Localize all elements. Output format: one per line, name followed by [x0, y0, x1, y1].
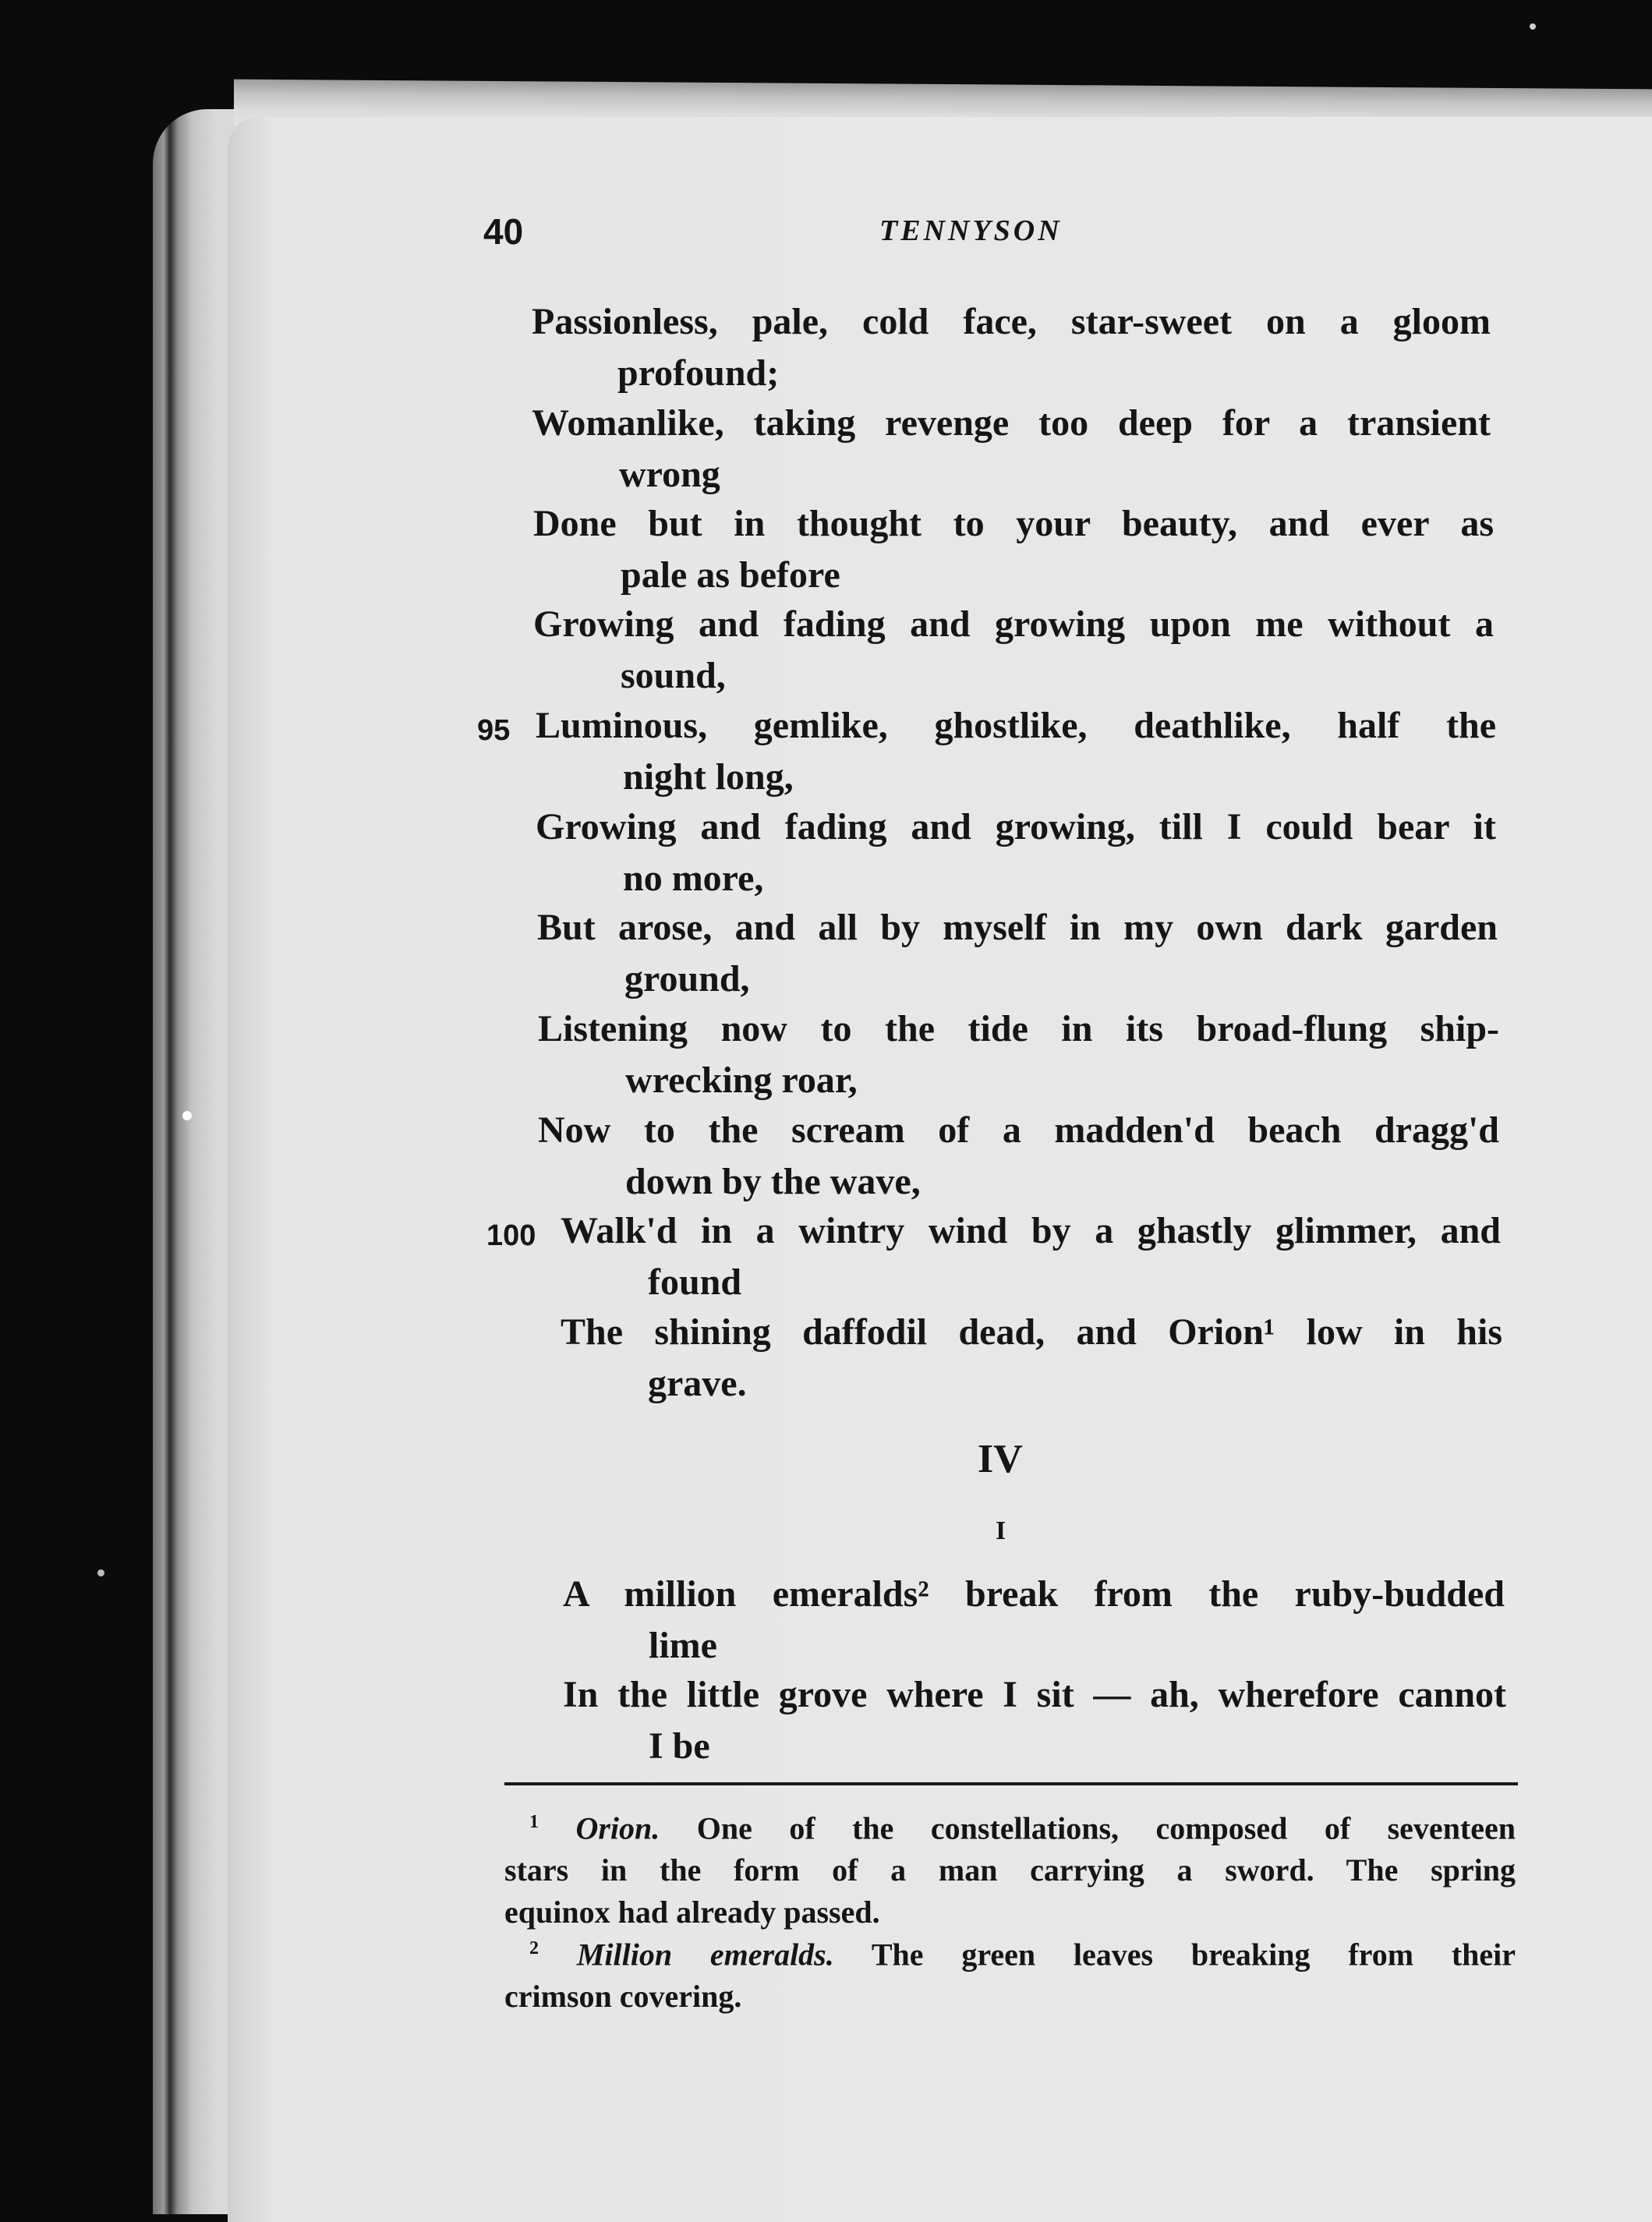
book-page	[228, 117, 1652, 2222]
poem-line	[477, 704, 1496, 799]
line-number: 95	[477, 714, 511, 747]
footnote-term: Million emeralds.	[576, 1937, 834, 1973]
poem-line-continuation: night long,	[623, 756, 794, 798]
poem-line	[532, 402, 1491, 497]
footnote-text: The green leaves breaking from their	[871, 1937, 1516, 1973]
footnote	[504, 1927, 1516, 2018]
poem-line-text: Luminous, gemlike, ghostlike, deathlike, half the	[536, 705, 1496, 746]
poem-line-text: But arose, and all by myself in my own dark garden	[537, 907, 1498, 948]
poem-line-continuation: found	[648, 1261, 742, 1303]
poem-line-continuation: wrecking roar,	[625, 1060, 858, 1101]
footnote-marker: 2	[529, 1938, 539, 1958]
footnote	[504, 1801, 1516, 1934]
poem-line-text: A million emeralds² break from the ruby-budded	[563, 1573, 1505, 1615]
poem-line-text: Done but in thought to your beauty, and ever as	[533, 503, 1494, 544]
poem-line-text: Now to the scream of a madden'd beach dragg'd	[538, 1109, 1499, 1151]
poem-line-text: In the little grove where I sit — ah, wherefore cannot	[563, 1674, 1506, 1715]
poem-line	[561, 1311, 1502, 1406]
poem-line	[538, 1109, 1499, 1204]
poem-line-continuation: sound,	[621, 655, 726, 696]
footnote-line: equinox had already passed.	[504, 1895, 880, 1930]
footnote-rule	[504, 1782, 1518, 1785]
poem-line-continuation: wrong	[619, 454, 720, 495]
poem-line-continuation: no more,	[623, 858, 764, 899]
poem-line-text: The shining daffodil dead, and Orion¹ low in his	[561, 1311, 1502, 1353]
poem-line	[532, 300, 1491, 395]
poem-line-text: Walk'd in a wintry wind by a ghastly glimmer, and	[561, 1210, 1501, 1251]
poem-line-continuation: grave.	[648, 1363, 747, 1404]
footnote-line: stars in the form of a man carrying a sword. The spring	[504, 1852, 1516, 1888]
scan-speck	[182, 1111, 192, 1120]
poem-line-text: Womanlike, taking revenge too deep for a transient	[532, 402, 1491, 444]
poem-line	[538, 1007, 1499, 1102]
poem-line-continuation: ground,	[624, 958, 750, 1000]
line-number: 100	[486, 1219, 536, 1252]
poem-line	[533, 603, 1494, 698]
poem-line	[537, 906, 1498, 1001]
poem-line-text: Growing and fading and growing, till I could bear it	[536, 806, 1496, 847]
footnote-line: crimson covering.	[504, 1979, 742, 2015]
footnote-line	[504, 1801, 1516, 1849]
running-head	[228, 211, 1652, 257]
poem-line-continuation: down by the wave,	[625, 1161, 921, 1202]
poem-line-continuation: lime	[649, 1625, 717, 1666]
footnote-marker: 1	[529, 1812, 539, 1832]
poem-line-text: Growing and fading and growing upon me without a	[533, 603, 1494, 645]
footnote-text: One of the constellations, composed of seventeen	[696, 1810, 1516, 1846]
poem-line-continuation: profound;	[617, 352, 780, 394]
poem-line	[486, 1209, 1501, 1304]
poem-line-text: Passionless, pale, cold face, star-sweet on a gloom	[532, 301, 1491, 342]
poem-line-text: Listening now to the tide in its broad-flung ship-	[538, 1008, 1499, 1049]
poem-line	[533, 502, 1494, 597]
footnote-term: Orion.	[575, 1810, 660, 1846]
scan-speck	[97, 1569, 104, 1576]
page-number: 40	[483, 211, 524, 252]
poem-line-continuation: pale as before	[621, 554, 840, 596]
subsection-heading: I	[996, 1516, 1006, 1545]
poem-line-continuation: I be	[649, 1725, 710, 1767]
poem-line	[563, 1673, 1506, 1768]
poem-line	[536, 805, 1496, 900]
scan-speck	[1530, 23, 1536, 30]
footnote-line	[504, 1927, 1516, 1976]
section-heading: IV	[978, 1437, 1023, 1481]
poem-line	[563, 1573, 1505, 1668]
running-title: TENNYSON	[879, 214, 1063, 247]
